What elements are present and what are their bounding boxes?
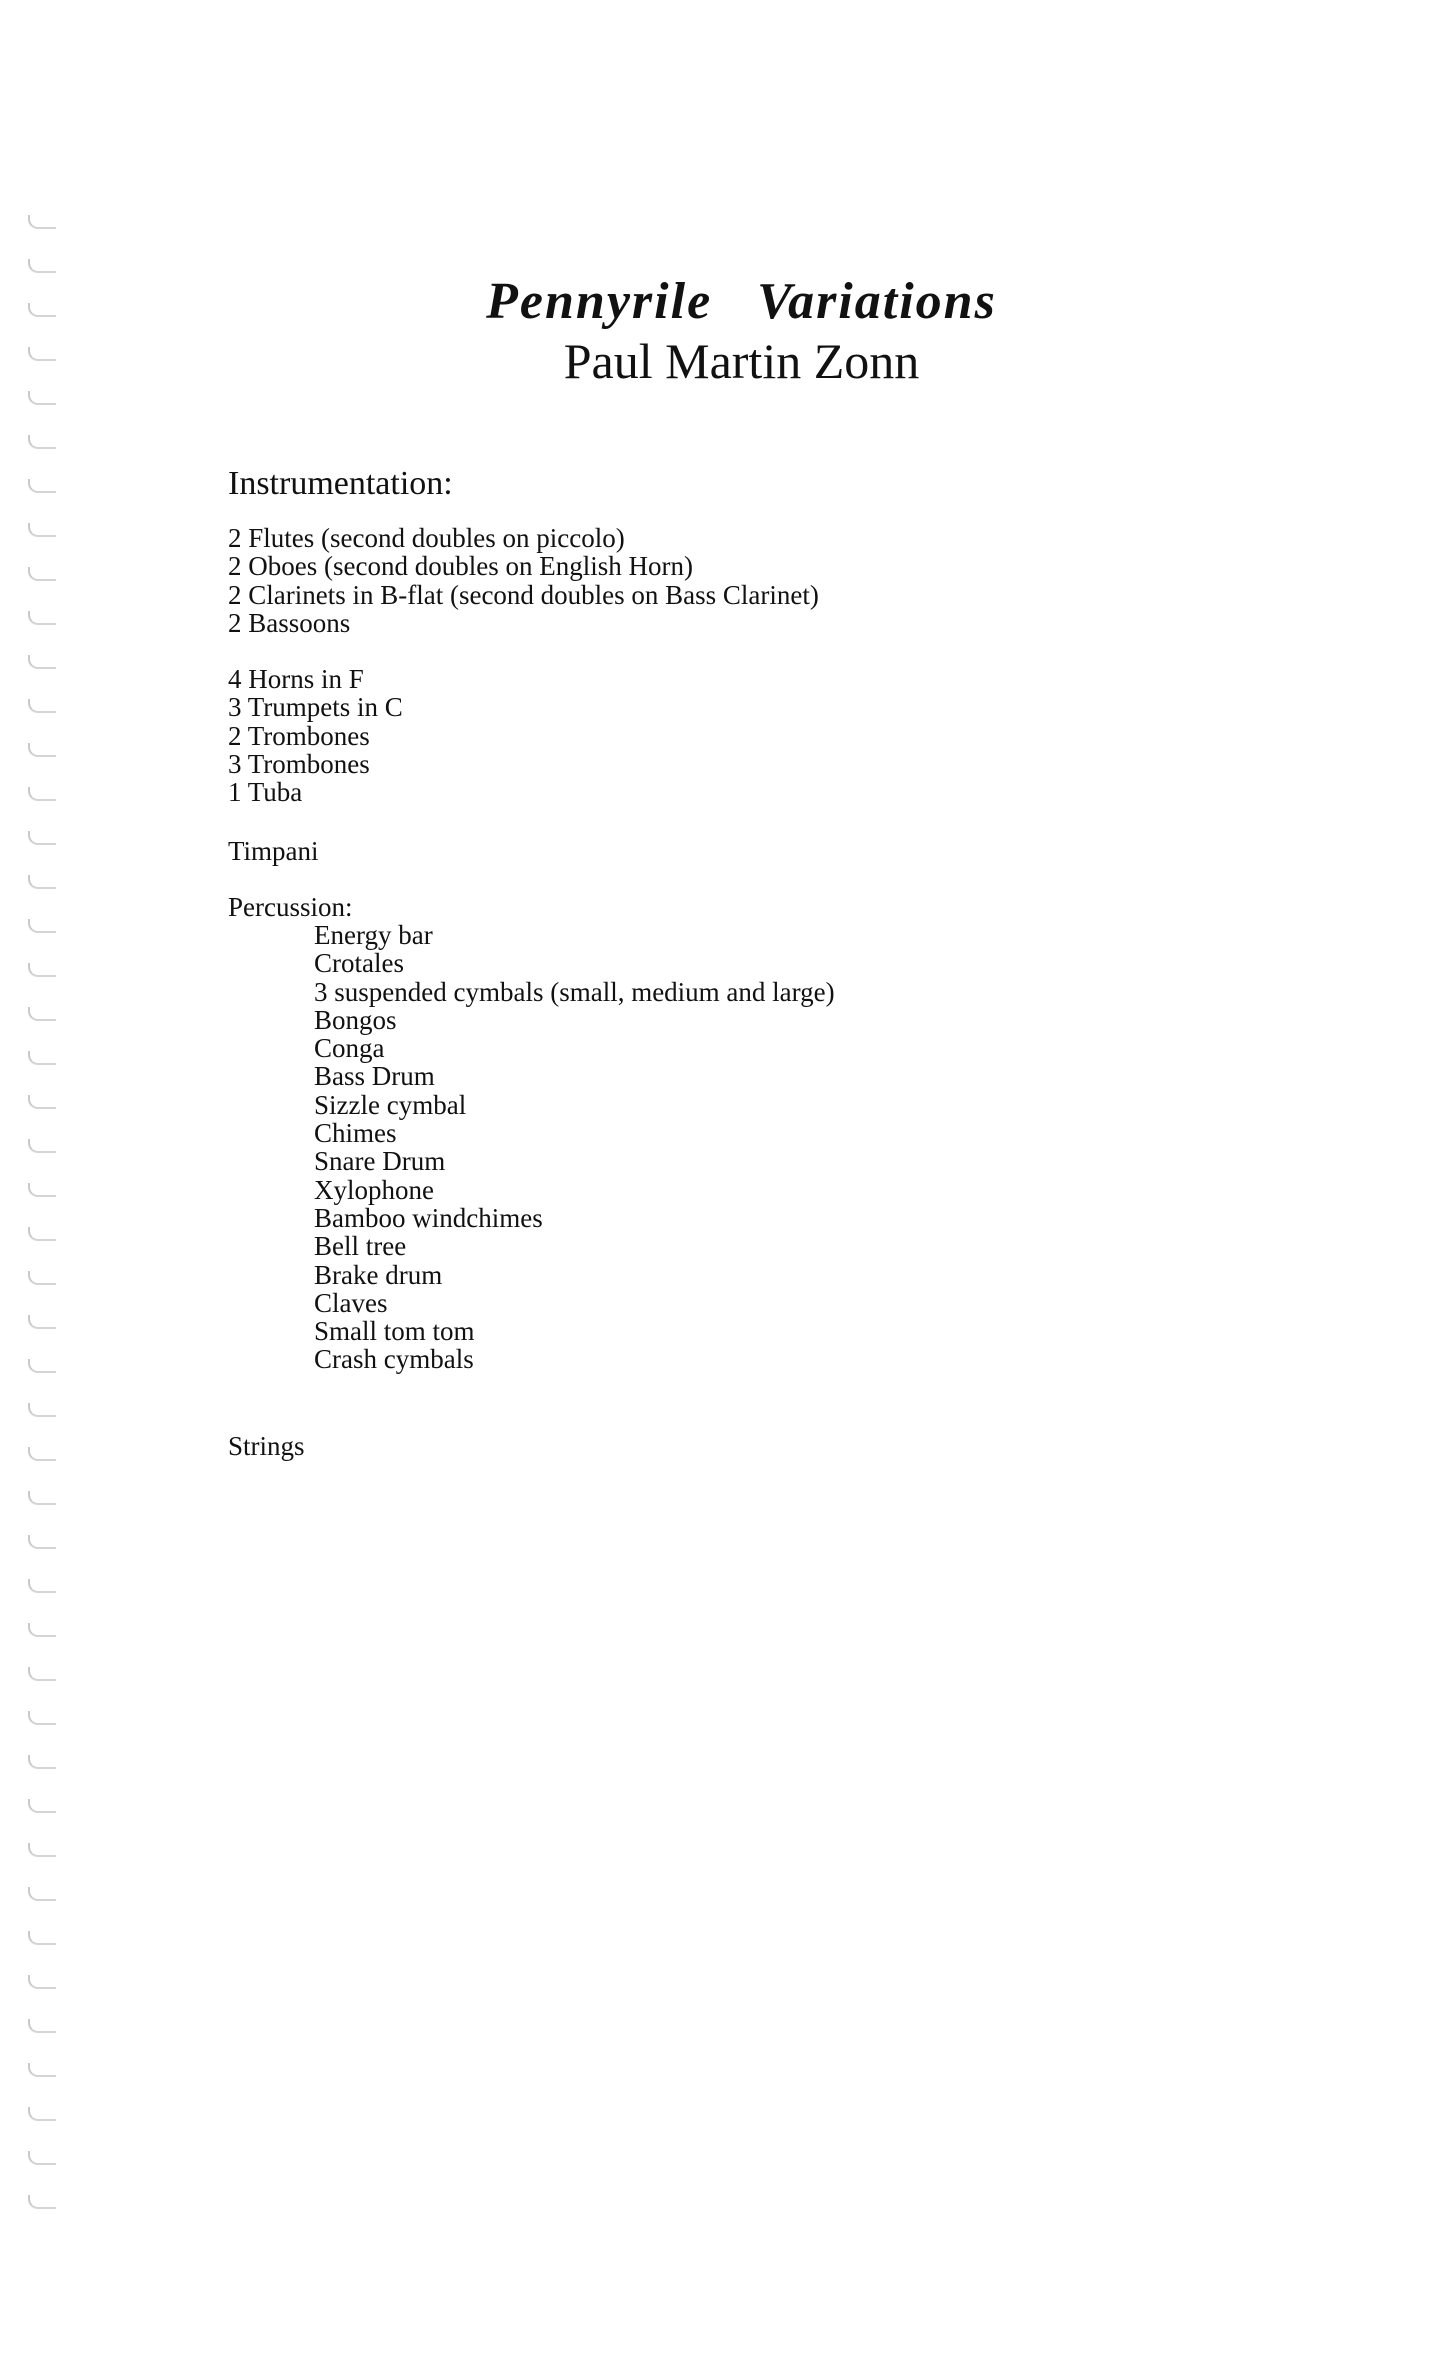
binding-mark <box>28 1755 56 1769</box>
list-item: Chimes <box>314 1118 397 1149</box>
list-item: Brake drum <box>314 1259 443 1290</box>
piece-title: Pennyrile Variations <box>486 273 997 330</box>
list-item: 3 suspended cymbals (small, medium and large) <box>314 976 835 1007</box>
binding-mark <box>28 1535 56 1549</box>
binding-mark <box>28 523 56 537</box>
list-item: Sizzle cymbal <box>314 1089 467 1120</box>
list-item: 2 Oboes (second doubles on English Horn) <box>228 551 693 582</box>
composer-name: Paul Martin Zonn <box>563 333 920 389</box>
binding-mark <box>28 1579 56 1593</box>
list-item: 4 Horns in F <box>228 664 364 694</box>
list-item: Crash cymbals <box>314 1344 474 1375</box>
binding-mark <box>28 2151 56 2165</box>
list-item: Crotales <box>314 948 404 979</box>
list-item: 2 Clarinets in B-flat (second doubles on Bass Clarinet) <box>228 579 819 610</box>
binding-mark <box>28 963 56 977</box>
list-item: Bass Drum <box>314 1061 435 1092</box>
list-item: Bamboo windchimes <box>314 1202 543 1233</box>
list-item: Claves <box>314 1287 388 1318</box>
binding-mark <box>28 1623 56 1637</box>
binding-mark <box>28 391 56 405</box>
percussion-heading: Percussion: <box>228 892 353 922</box>
list-item: Snare Drum <box>314 1146 446 1177</box>
list-item: Small tom tom <box>314 1316 475 1347</box>
instrumentation-heading: Instrumentation: <box>228 465 453 502</box>
binding-mark <box>28 1843 56 1857</box>
list-item: 2 Bassoons <box>228 607 351 638</box>
binding-mark <box>28 2063 56 2077</box>
strings-label: Strings <box>228 1431 305 1461</box>
binding-mark <box>28 2195 56 2209</box>
binding-mark <box>28 1183 56 1197</box>
binding-mark <box>28 743 56 757</box>
binding-mark <box>28 1095 56 1109</box>
binding-mark <box>28 699 56 713</box>
list-item: 2 Flutes (second doubles on piccolo) <box>228 523 625 553</box>
binding-mark <box>28 787 56 801</box>
binding-mark <box>28 215 56 229</box>
binding-mark <box>28 1931 56 1945</box>
binding-mark <box>28 1007 56 1021</box>
binding-mark <box>28 919 56 933</box>
binding-mark <box>28 1711 56 1725</box>
list-item: Bongos <box>314 1004 397 1035</box>
list-item: 2 Trombones <box>228 720 370 751</box>
woodwinds-list <box>228 524 819 637</box>
binding-mark <box>28 1491 56 1505</box>
binding-mark <box>28 611 56 625</box>
list-item: Bell tree <box>314 1231 407 1262</box>
title-block <box>0 272 1445 390</box>
binding-mark <box>28 1447 56 1461</box>
binding-mark <box>28 655 56 669</box>
binding-mark <box>28 567 56 581</box>
list-item: 3 Trombones <box>228 748 370 779</box>
list-item: Conga <box>314 1033 385 1064</box>
brass-list <box>228 665 403 806</box>
list-item: 1 Tuba <box>228 777 303 808</box>
binding-mark <box>28 1403 56 1417</box>
binding-mark <box>28 1139 56 1153</box>
binding-mark <box>28 1051 56 1065</box>
binding-mark <box>28 1667 56 1681</box>
binding-mark <box>28 1887 56 1901</box>
binding-mark <box>28 479 56 493</box>
list-item: Energy bar <box>314 920 433 950</box>
timpani-label: Timpani <box>228 836 319 866</box>
binding-mark <box>28 1359 56 1373</box>
binding-mark <box>28 1975 56 1989</box>
list-item: 3 Trumpets in C <box>228 692 403 723</box>
list-item: Xylophone <box>314 1174 434 1205</box>
binding-mark <box>28 1271 56 1285</box>
binding-marks <box>28 215 68 2255</box>
binding-mark <box>28 259 56 273</box>
binding-mark <box>28 1799 56 1813</box>
binding-mark <box>28 435 56 449</box>
percussion-list <box>314 921 835 1374</box>
binding-mark <box>28 2019 56 2033</box>
binding-mark <box>28 1227 56 1241</box>
binding-mark <box>28 875 56 889</box>
binding-mark <box>28 1315 56 1329</box>
binding-mark <box>28 2107 56 2121</box>
binding-mark <box>28 831 56 845</box>
